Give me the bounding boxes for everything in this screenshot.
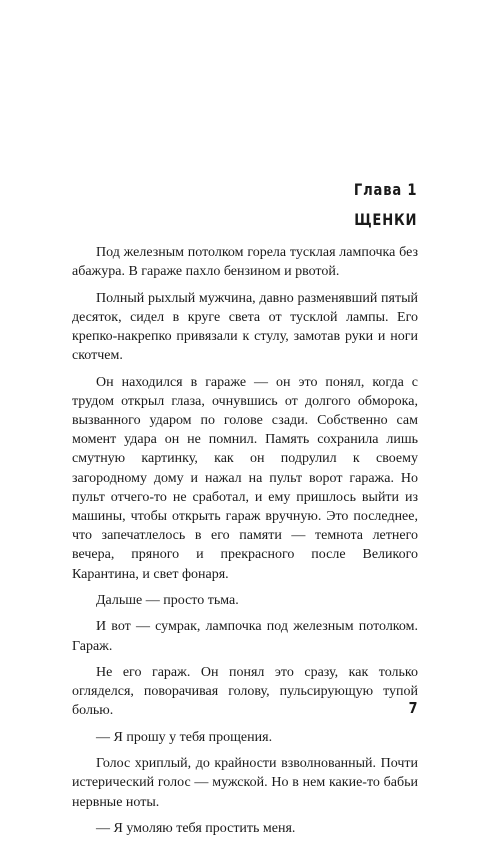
chapter-heading [354,175,417,235]
paragraph: Полный рыхлый мужчина, давно разменявший пятый десяток, сидел в круге света от тусклой лампы. Его крепко-накрепко привязали к стулу, замотав руки и ноги скотчем. [72,290,418,364]
chapter-body [72,243,418,845]
paragraph: И вот — сумрак, лампочка под железным потолком. Гараж. [72,619,418,654]
paragraph: Голос хриплый, до крайности взволнованный. Почти истерический голос — мужской. Но в нем какие-то бабьи нервные ноты. [72,756,418,810]
paragraph: — Я умоляю тебя простить меня. [96,820,296,836]
paragraph: Дальше — просто тьма. [96,593,239,609]
paragraph: Под железным потолком горела тусклая лампочка без абажура. В гараже пахло бензином и рвотой. [72,245,418,280]
chapter-title: ЩЕНКИ [353,210,417,229]
chapter-label: Глава 1 [353,180,417,199]
paragraph: Не его гараж. Он понял это сразу, как только огляделся, поворачивая голову, пульсирующую тупой болью. [72,665,418,719]
paragraph: Он находился в гараже — он это понял, когда с трудом открыл глаза, очнувшись от долгого обморока, вызванного ударом по голове сзади. Собственно сам момент удара он не помнил. Память сохранила лишь смутную картинку, как он подрулил к своему загородному дому и нажал на пульт ворот гаража. Но пульт отчего-то не сработал, и ему пришлось выйти из машины, чтобы открыть гараж вручную. Это последнее, что запечатлелось в его памяти — темнота летнего вечера, пряного и прекрасного после Великого Карантина, и свет фонаря. [72,374,418,582]
page-number: 7 [408,699,417,717]
paragraph: — Я прошу у тебя прощения. [96,729,273,745]
